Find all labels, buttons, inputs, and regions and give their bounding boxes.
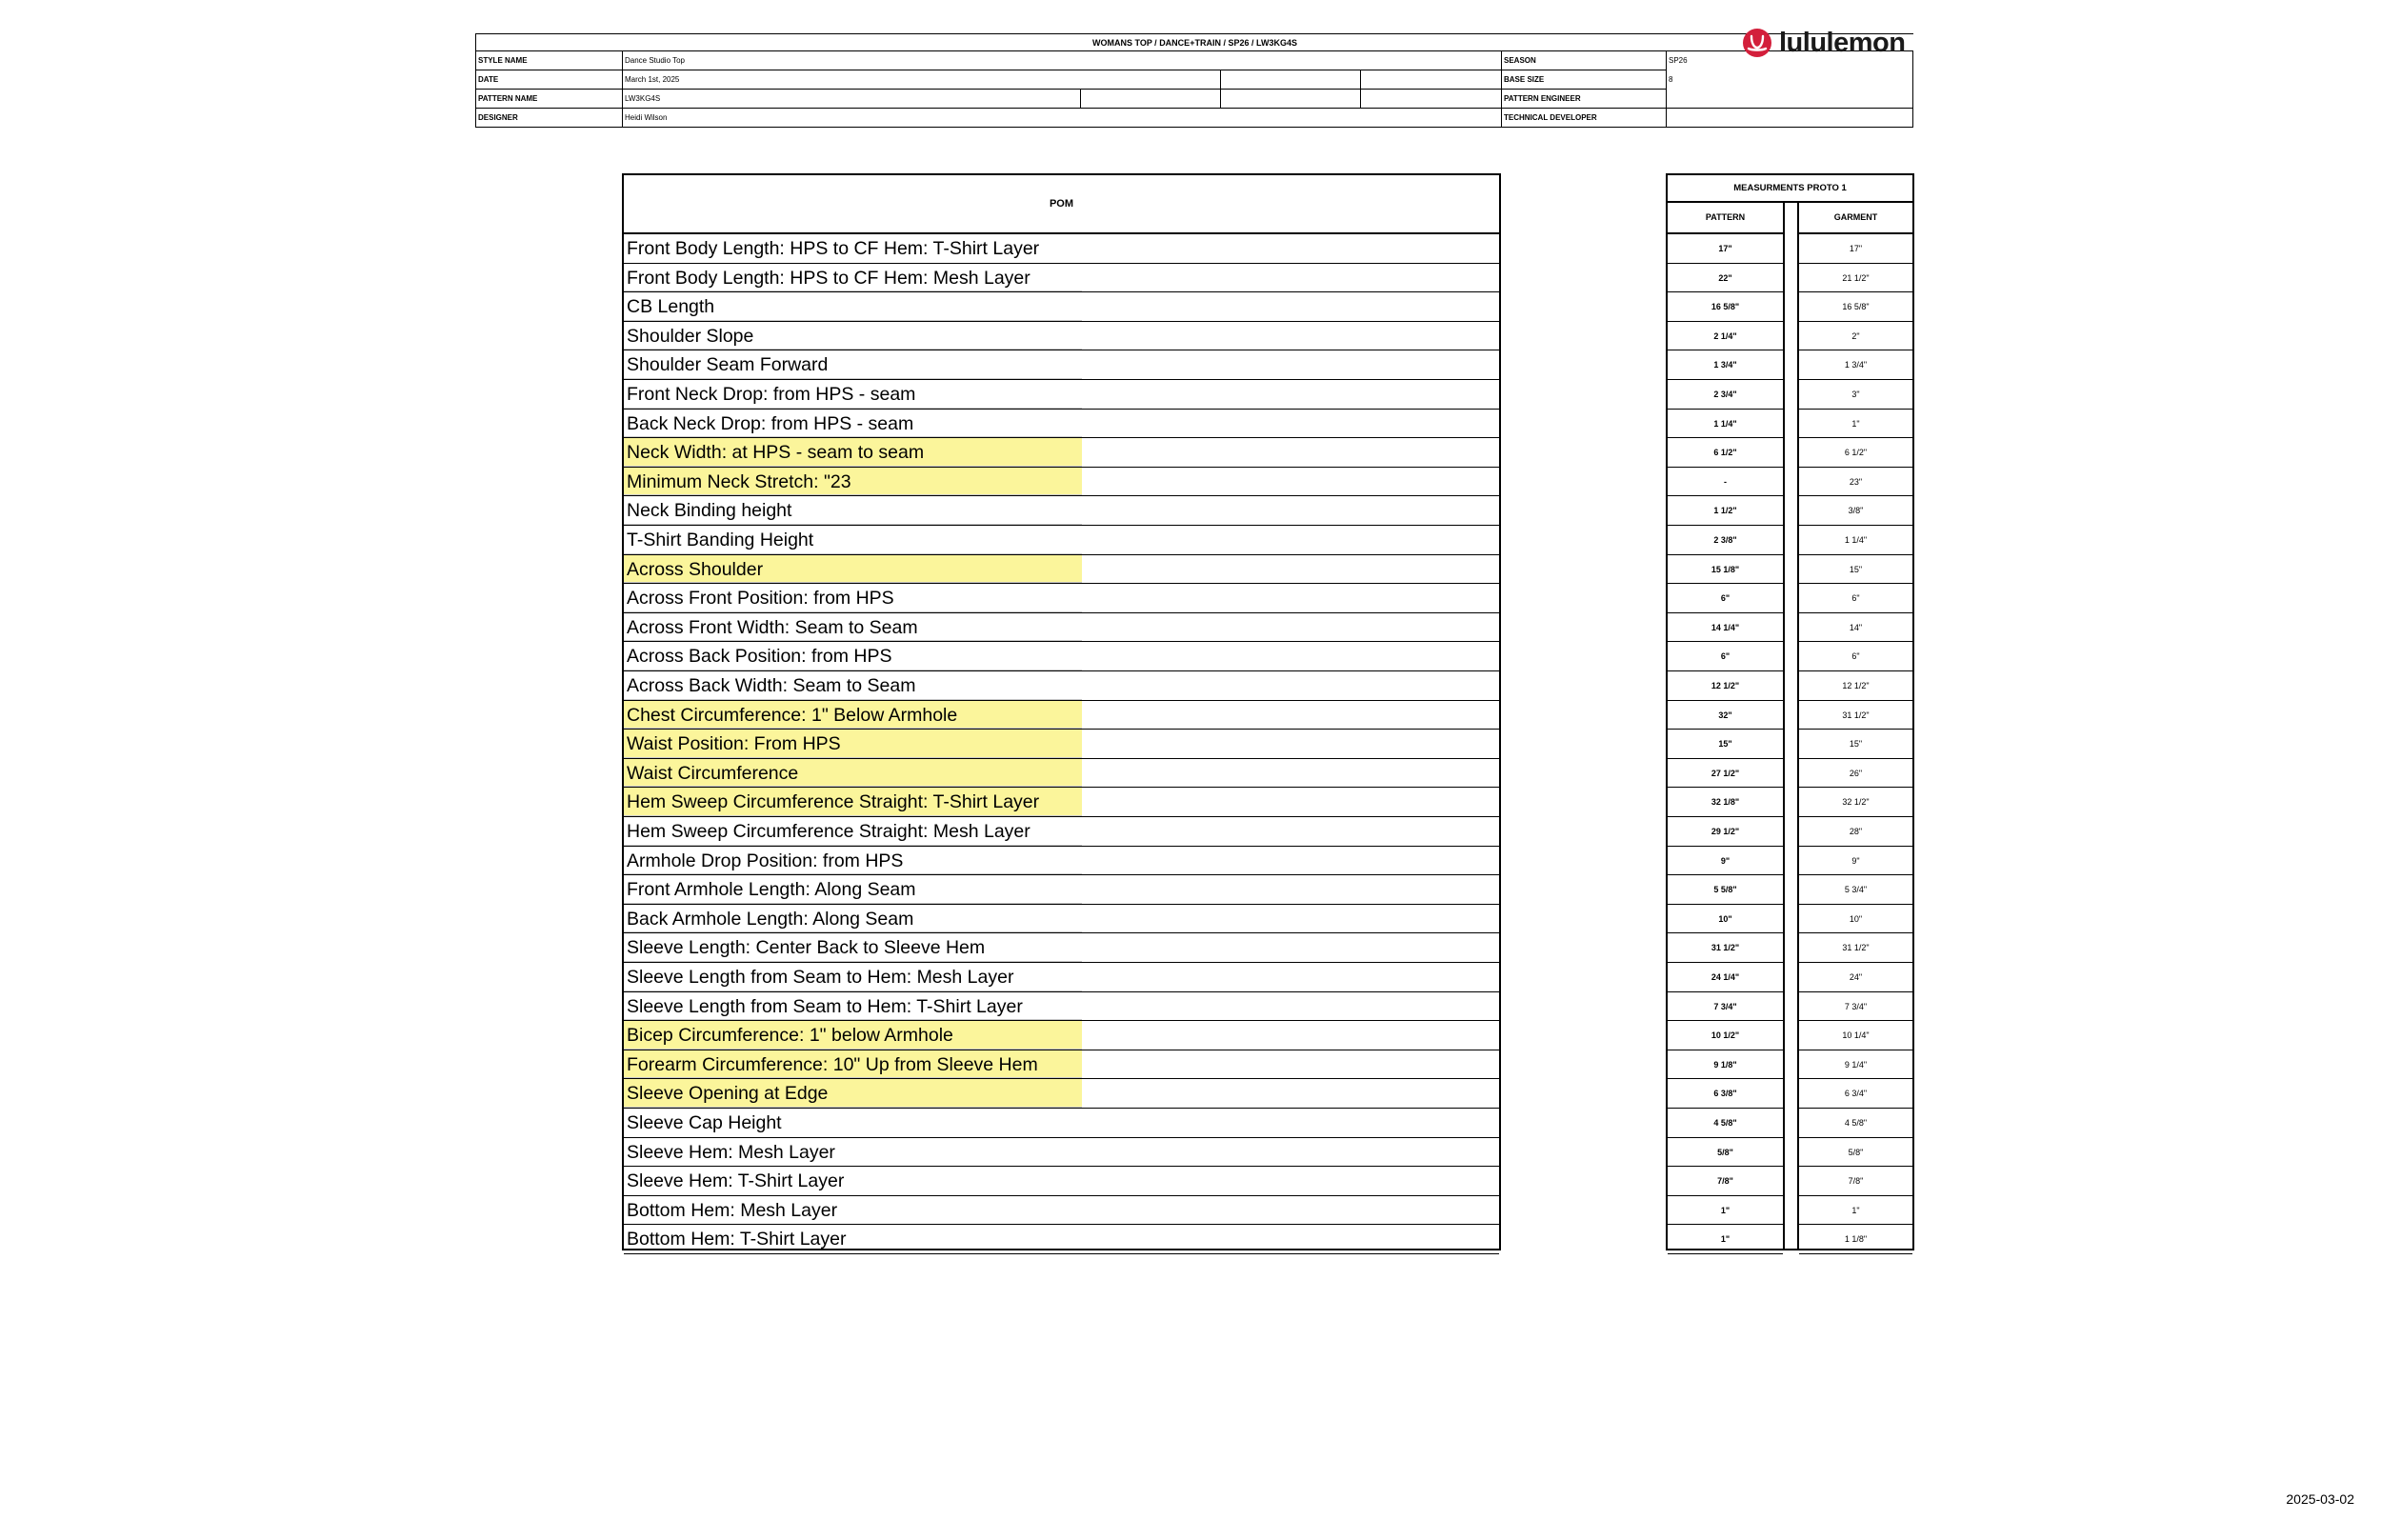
pom-row-label: T-Shirt Banding Height bbox=[624, 526, 1082, 554]
pom-row bbox=[624, 963, 1499, 992]
pom-row-label: Front Body Length: HPS to CF Hem: T-Shirt Layer bbox=[627, 238, 1040, 259]
pom-row-label: Waist Circumference bbox=[624, 759, 1082, 788]
pattern-name-value: LW3KG4S bbox=[623, 90, 1081, 109]
garment-cell: 6 3/4" bbox=[1799, 1079, 1912, 1109]
pom-row-label: Back Neck Drop: from HPS - seam bbox=[624, 410, 1082, 438]
measurements-heading: MEASURMENTS PROTO 1 bbox=[1666, 173, 1914, 203]
pom-row bbox=[624, 1225, 1499, 1254]
pom-row bbox=[624, 380, 1499, 410]
pom-row bbox=[624, 496, 1499, 526]
pom-row-label: Sleeve Hem: T-Shirt Layer bbox=[627, 1170, 845, 1192]
pom-row bbox=[624, 613, 1499, 643]
header-right-border bbox=[1912, 51, 1913, 128]
base-size-label: BASE SIZE bbox=[1502, 70, 1667, 90]
pattern-cell: 24 1/4" bbox=[1668, 963, 1783, 992]
garment-cell: 4 5/8" bbox=[1799, 1109, 1912, 1138]
pom-table bbox=[622, 173, 1501, 1250]
pom-row-label: Across Front Position: from HPS bbox=[624, 584, 1082, 612]
pattern-cell: 7 3/4" bbox=[1668, 992, 1783, 1022]
spec-header bbox=[475, 33, 1913, 128]
pattern-cell: 2 1/4" bbox=[1668, 322, 1783, 351]
pom-row bbox=[624, 1167, 1499, 1196]
pom-row-label: Across Back Width: Seam to Seam bbox=[624, 671, 1082, 700]
pattern-cell: 4 5/8" bbox=[1668, 1109, 1783, 1138]
pom-row-label: Neck Width: at HPS - seam to seam bbox=[624, 438, 1082, 467]
base-size-value: 8 bbox=[1669, 75, 1673, 84]
pattern-cell: 15 1/8" bbox=[1668, 555, 1783, 585]
garment-cell: 17" bbox=[1799, 234, 1912, 264]
pattern-cell: 1 1/2" bbox=[1668, 496, 1783, 526]
brand-logo bbox=[1743, 27, 1910, 59]
pom-row-label: Bottom Hem: T-Shirt Layer bbox=[627, 1229, 847, 1250]
pattern-cell: 1" bbox=[1668, 1196, 1783, 1226]
logo-wordmark: lululemon bbox=[1779, 27, 1906, 58]
garment-cell: 16 5/8" bbox=[1799, 292, 1912, 322]
garment-cell: 1 1/8" bbox=[1799, 1225, 1912, 1254]
pom-row bbox=[624, 350, 1499, 380]
pattern-cell: 17" bbox=[1668, 234, 1783, 264]
pom-row bbox=[624, 817, 1499, 847]
pattern-cell: 6" bbox=[1668, 584, 1783, 613]
garment-cell: 10 1/4" bbox=[1799, 1021, 1912, 1050]
pattern-cell: 31 1/2" bbox=[1668, 933, 1783, 963]
season-label: SEASON bbox=[1502, 51, 1667, 70]
garment-cell: 5 3/4" bbox=[1799, 875, 1912, 905]
pom-row-label: Hem Sweep Circumference Straight: Mesh Layer bbox=[624, 817, 1082, 846]
pattern-cell: 32 1/8" bbox=[1668, 788, 1783, 817]
garment-cell: 9 1/4" bbox=[1799, 1050, 1912, 1080]
pom-row bbox=[624, 1196, 1499, 1226]
pattern-cell: 5 5/8" bbox=[1668, 875, 1783, 905]
pattern-cell: 5/8" bbox=[1668, 1138, 1783, 1168]
pom-row bbox=[624, 905, 1499, 934]
lululemon-logo-icon bbox=[1743, 29, 1771, 57]
pattern-cell: 1 1/4" bbox=[1668, 410, 1783, 439]
pom-row-label: Sleeve Length: Center Back to Sleeve Hem bbox=[624, 933, 1082, 962]
pom-row-label: Front Neck Drop: from HPS - seam bbox=[624, 380, 1082, 409]
pom-row-label: Sleeve Hem: Mesh Layer bbox=[627, 1141, 835, 1163]
footer-date: 2025-03-02 bbox=[2286, 1491, 2354, 1507]
garment-cell: 6" bbox=[1799, 584, 1912, 613]
pom-row-label: Across Back Position: from HPS bbox=[624, 642, 1082, 670]
garment-cell: 1" bbox=[1799, 1196, 1912, 1226]
pom-row bbox=[624, 468, 1499, 497]
pom-row-label: Waist Position: From HPS bbox=[624, 730, 1082, 758]
pom-heading: POM bbox=[624, 175, 1499, 234]
pom-row-label: Hem Sweep Circumference Straight: T-Shirt Layer bbox=[624, 788, 1082, 816]
pom-row-label: Bottom Hem: Mesh Layer bbox=[627, 1199, 838, 1221]
pom-row bbox=[624, 701, 1499, 730]
pom-row-label: Sleeve Cap Height bbox=[627, 1112, 782, 1133]
garment-cell: 23" bbox=[1799, 468, 1912, 497]
pom-row bbox=[624, 933, 1499, 963]
pattern-cell: 16 5/8" bbox=[1668, 292, 1783, 322]
pattern-cell: 2 3/8" bbox=[1668, 526, 1783, 555]
pattern-engineer-label: PATTERN ENGINEER bbox=[1502, 90, 1667, 109]
header-blank-cell-2 bbox=[1221, 70, 1361, 109]
technical-developer-value bbox=[1667, 109, 1913, 128]
pom-row-label: Across Shoulder bbox=[624, 555, 1082, 584]
pom-row-label: Bicep Circumference: 1" below Armhole bbox=[624, 1021, 1082, 1050]
date-value: March 1st, 2025 bbox=[623, 70, 1502, 90]
pattern-cell: 15" bbox=[1668, 730, 1783, 759]
pom-row bbox=[624, 847, 1499, 876]
pattern-cell: 27 1/2" bbox=[1668, 759, 1783, 789]
pom-row bbox=[624, 292, 1499, 322]
pom-row bbox=[624, 526, 1499, 555]
pom-row-label: Chest Circumference: 1" Below Armhole bbox=[624, 701, 1082, 730]
garment-cell: 10" bbox=[1799, 905, 1912, 934]
pom-row bbox=[624, 234, 1499, 264]
pom-row bbox=[624, 992, 1499, 1022]
pom-row-label: Across Front Width: Seam to Seam bbox=[624, 613, 1082, 642]
pattern-cell: 6 3/8" bbox=[1668, 1079, 1783, 1109]
garment-cell: 15" bbox=[1799, 730, 1912, 759]
pom-row-label: Neck Binding height bbox=[624, 496, 1082, 525]
pattern-cell: 1" bbox=[1668, 1225, 1783, 1254]
pom-row bbox=[624, 788, 1499, 817]
garment-cell: 28" bbox=[1799, 817, 1912, 847]
garment-cell: 5/8" bbox=[1799, 1138, 1912, 1168]
pattern-cell: 22" bbox=[1668, 264, 1783, 293]
pattern-cell: 1 3/4" bbox=[1668, 350, 1783, 380]
style-name-label: STYLE NAME bbox=[475, 51, 623, 70]
pom-row bbox=[624, 671, 1499, 701]
pom-row bbox=[624, 1109, 1499, 1138]
garment-cell: 31 1/2" bbox=[1799, 701, 1912, 730]
pom-row bbox=[624, 730, 1499, 759]
garment-cell: 6" bbox=[1799, 642, 1912, 671]
pattern-cell: 2 3/4" bbox=[1668, 380, 1783, 410]
date-label: DATE bbox=[475, 70, 623, 90]
garment-cell: 7 3/4" bbox=[1799, 992, 1912, 1022]
garment-cell: 3" bbox=[1799, 380, 1912, 410]
pattern-cell: 6 1/2" bbox=[1668, 438, 1783, 468]
pattern-cell: - bbox=[1668, 468, 1783, 497]
garment-cell: 26" bbox=[1799, 759, 1912, 789]
pom-row-label: Shoulder Slope bbox=[624, 322, 1082, 350]
pom-row bbox=[624, 1021, 1499, 1050]
pattern-engineer-value bbox=[1667, 90, 1913, 109]
garment-cell: 1" bbox=[1799, 410, 1912, 439]
pattern-cell: 7/8" bbox=[1668, 1167, 1783, 1196]
pom-row-label: Sleeve Length from Seam to Hem: Mesh Layer bbox=[624, 963, 1082, 991]
season-value: SP26 bbox=[1669, 56, 1688, 65]
pom-row-label: Shoulder Seam Forward bbox=[624, 350, 1082, 379]
garment-column-header: GARMENT bbox=[1799, 203, 1912, 234]
pattern-name-label: PATTERN NAME bbox=[475, 90, 623, 109]
pattern-cell: 9 1/8" bbox=[1668, 1050, 1783, 1080]
pom-row bbox=[624, 410, 1499, 439]
measurements-table bbox=[1666, 173, 1914, 1250]
spec-title: WOMANS TOP / DANCE+TRAIN / SP26 / LW3KG4S bbox=[475, 33, 1913, 51]
garment-cell: 32 1/2" bbox=[1799, 788, 1912, 817]
pom-row-label: Minimum Neck Stretch: "23 bbox=[624, 468, 1082, 496]
garment-cell: 6 1/2" bbox=[1799, 438, 1912, 468]
pom-row bbox=[624, 759, 1499, 789]
garment-cell: 7/8" bbox=[1799, 1167, 1912, 1196]
designer-label: DESIGNER bbox=[475, 109, 623, 128]
header-blank-cell-1 bbox=[1081, 70, 1221, 109]
header-grid bbox=[475, 51, 1913, 128]
designer-value: Heidi Wilson bbox=[623, 109, 1502, 128]
pattern-cell: 10 1/2" bbox=[1668, 1021, 1783, 1050]
pom-row-label: Sleeve Opening at Edge bbox=[624, 1079, 1082, 1108]
pattern-cell: 12 1/2" bbox=[1668, 671, 1783, 701]
pattern-cell: 32" bbox=[1668, 701, 1783, 730]
garment-cell: 21 1/2" bbox=[1799, 264, 1912, 293]
pom-row-label: Sleeve Length from Seam to Hem: T-Shirt Layer bbox=[624, 992, 1082, 1021]
garment-cell: 1 3/4" bbox=[1799, 350, 1912, 380]
pom-row-label: Front Body Length: HPS to CF Hem: Mesh Layer bbox=[624, 264, 1082, 292]
pom-row bbox=[624, 584, 1499, 613]
pom-row-label: Armhole Drop Position: from HPS bbox=[624, 847, 1082, 875]
garment-cell: 1 1/4" bbox=[1799, 526, 1912, 555]
pom-row bbox=[624, 555, 1499, 585]
garment-cell: 2" bbox=[1799, 322, 1912, 351]
pom-row-label: Forearm Circumference: 10" Up from Sleeve Hem bbox=[624, 1050, 1082, 1079]
pom-row bbox=[624, 1079, 1499, 1109]
pattern-cell: 6" bbox=[1668, 642, 1783, 671]
header-blank-cell-3 bbox=[1361, 70, 1502, 109]
garment-cell: 24" bbox=[1799, 963, 1912, 992]
pom-row-label: Front Armhole Length: Along Seam bbox=[624, 875, 1082, 904]
garment-cell: 9" bbox=[1799, 847, 1912, 876]
pom-row bbox=[624, 642, 1499, 671]
pom-row-label: Back Armhole Length: Along Seam bbox=[624, 905, 1082, 933]
pattern-cell: 14 1/4" bbox=[1668, 613, 1783, 643]
pom-row bbox=[624, 438, 1499, 468]
pom-row bbox=[624, 322, 1499, 351]
pom-row-label: CB Length bbox=[624, 292, 1082, 321]
garment-column bbox=[1797, 201, 1914, 1250]
pom-row bbox=[624, 264, 1499, 293]
garment-cell: 31 1/2" bbox=[1799, 933, 1912, 963]
garment-cell: 12 1/2" bbox=[1799, 671, 1912, 701]
pattern-cell: 10" bbox=[1668, 905, 1783, 934]
pattern-column bbox=[1666, 201, 1785, 1250]
garment-cell: 14" bbox=[1799, 613, 1912, 643]
pom-row bbox=[624, 1050, 1499, 1080]
garment-cell: 15" bbox=[1799, 555, 1912, 585]
pom-row bbox=[624, 875, 1499, 905]
style-name-value: Dance Studio Top bbox=[623, 51, 1502, 70]
pom-row bbox=[624, 1138, 1499, 1168]
pattern-column-header: PATTERN bbox=[1668, 203, 1783, 234]
pattern-cell: 29 1/2" bbox=[1668, 817, 1783, 847]
garment-cell: 3/8" bbox=[1799, 496, 1912, 526]
technical-developer-label: TECHNICAL DEVELOPER bbox=[1502, 109, 1667, 128]
pattern-cell: 9" bbox=[1668, 847, 1783, 876]
